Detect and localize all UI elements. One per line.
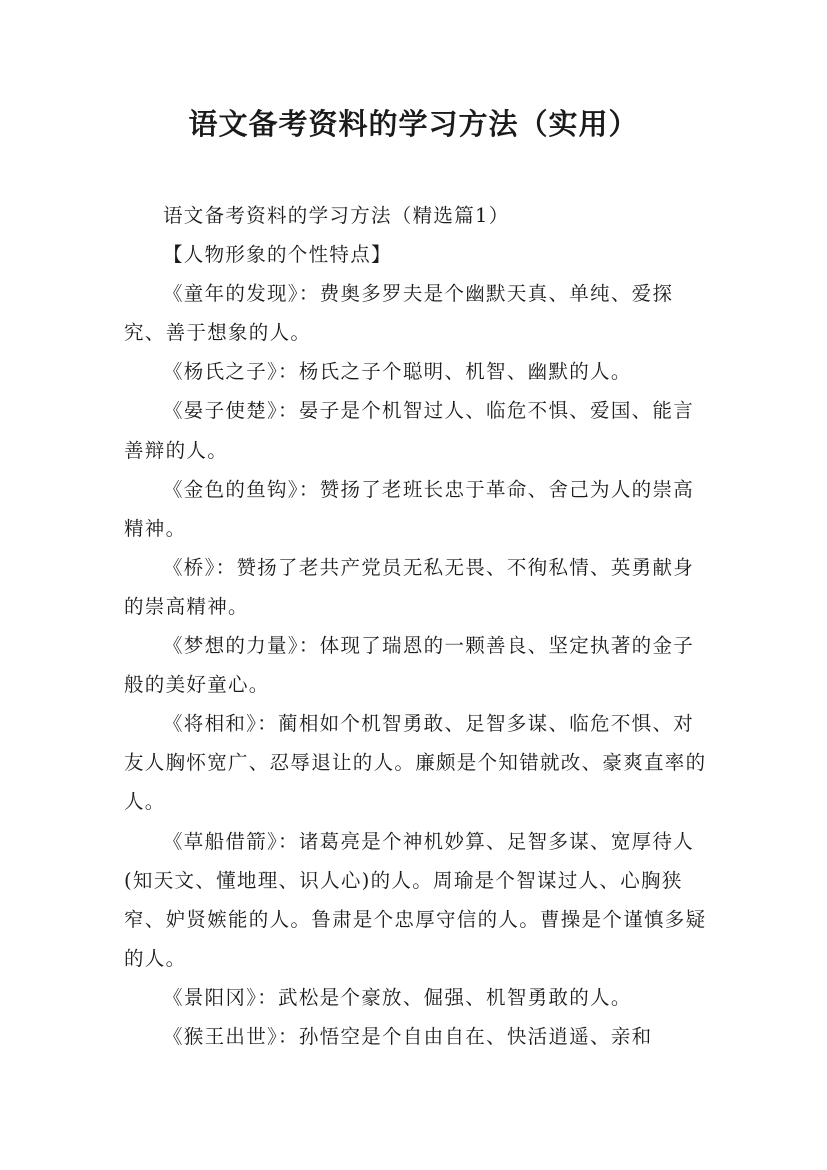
topic-heading: 【人物形象的个性特点】 <box>163 243 392 267</box>
document-body <box>124 196 712 1056</box>
paragraph: 《杨氏之子》：杨氏之子个聪明、机智、幽默的人。 <box>163 360 632 384</box>
paragraph: 《猴王出世》：孙悟空是个自由自在、快活逍遥、亲和 <box>163 1024 653 1048</box>
paragraph: 《桥》：赞扬了老共产党员无私无畏、不徇私情、英勇献身的崇高精神。 <box>124 555 695 618</box>
document-title: 语文备考资料的学习方法（实用） <box>188 107 639 141</box>
section-heading: 语文备考资料的学习方法（精选篇1） <box>163 204 510 227</box>
paragraph: 《草船借箭》：诸葛亮是个神机妙算、足智多谋、宽厚待人(知天文、懂地理、识人心)的人。周瑜是个智谋过人、心胸狭窄、妒贤嫉能的人。鲁肃是个忠厚守信的人。曹操是个谨慎多疑的人。 <box>124 829 707 970</box>
paragraph: 《梦想的力量》：体现了瑞恩的一颗善良、坚定执著的金子般的美好童心。 <box>124 634 695 697</box>
paragraph: 《金色的鱼钩》：赞扬了老班长忠于革命、舍己为人的崇高精神。 <box>124 477 695 540</box>
paragraph: 《景阳冈》：武松是个豪放、倔强、机智勇敢的人。 <box>163 985 632 1009</box>
paragraph: 《将相和》：蔺相如个机智勇敢、足智多谋、临危不惧、对友人胸怀宽广、忍辱退让的人。廉颇是个知错就改、豪爽直率的人。 <box>124 712 707 814</box>
paragraph: 《晏子使楚》：晏子是个机智过人、临危不惧、爱国、能言善辩的人。 <box>124 399 695 462</box>
paragraph: 《童年的发现》：费奥多罗夫是个幽默天真、单纯、爱探究、善于想象的人。 <box>124 282 674 345</box>
